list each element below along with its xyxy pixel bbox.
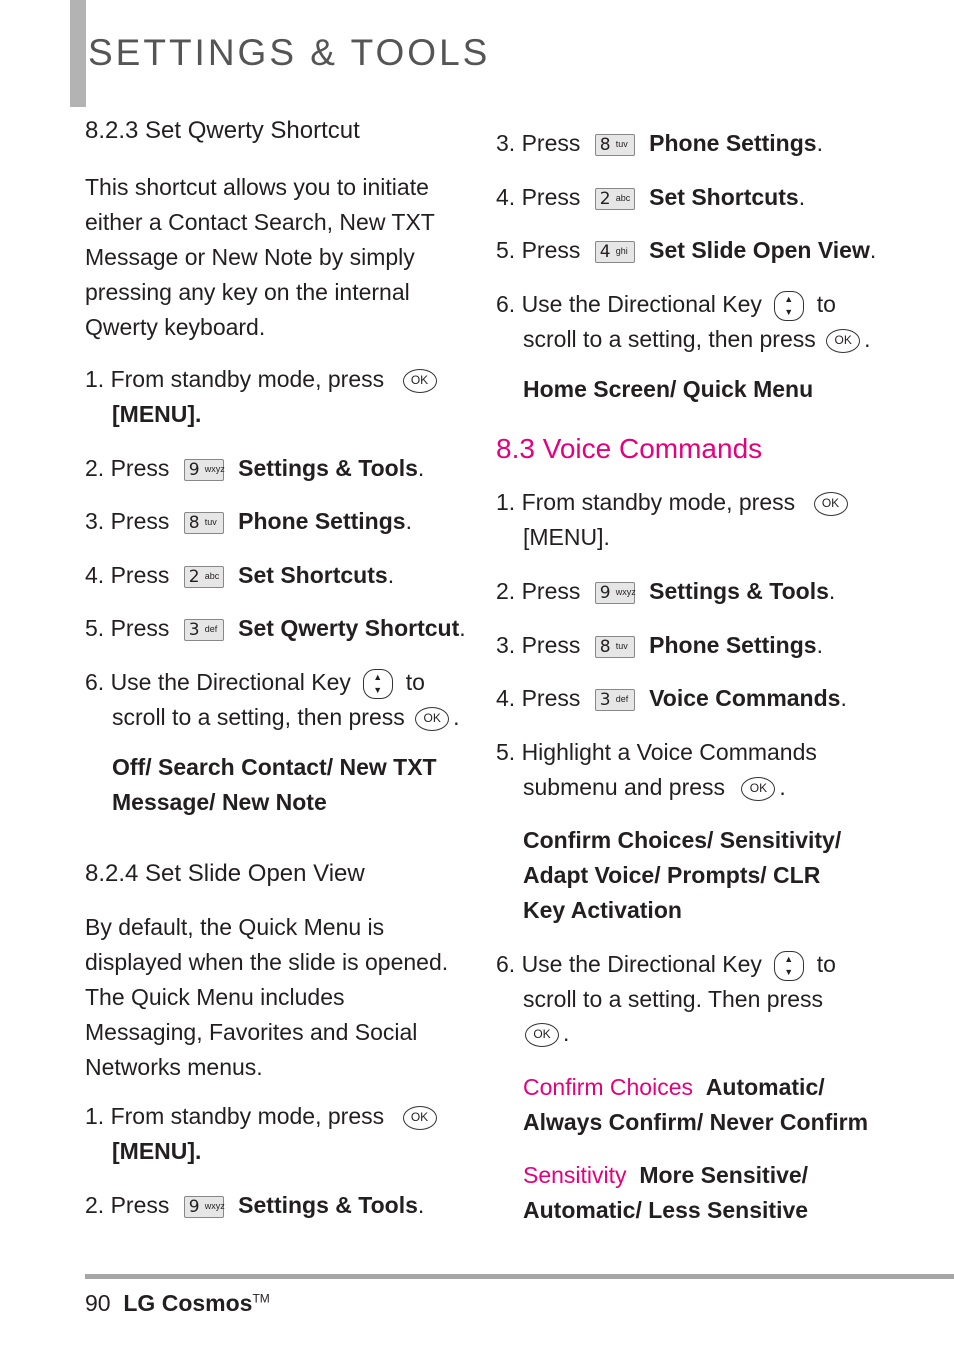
step-6 [496, 947, 836, 982]
intro-line: pressing any key on the internal [85, 279, 410, 305]
section-title-823: 8.2.3 Set Qwerty Shortcut [85, 117, 360, 144]
menu-phone-settings: Phone Settings [238, 508, 406, 534]
step-1 [85, 1099, 441, 1134]
press-text: Press [110, 508, 170, 534]
menu-set-slide-open-view: Set Slide Open View [649, 237, 870, 263]
step-5: 5. Press 4 ghi Set Slide Open View. [496, 237, 877, 263]
press-text: Press [110, 455, 170, 481]
step-number: 4. [496, 184, 516, 210]
sensitivity-label: Sensitivity [523, 1162, 627, 1188]
step-text: 1. From standby mode, press [85, 1103, 385, 1129]
menu-text: [MENU] [112, 1138, 196, 1164]
press-text: Press [110, 562, 170, 588]
options-line: Home Screen/ Quick Menu [523, 376, 814, 402]
key-3-icon: 3 def [184, 619, 224, 641]
step-text: 1. From standby mode, press [496, 489, 796, 515]
press-text: Press [521, 184, 581, 210]
submenu-line: Key Activation [523, 897, 682, 923]
menu-phone-settings: Phone Settings [649, 130, 817, 156]
footer [85, 1290, 270, 1317]
options-line: Message/ New Note [112, 789, 327, 815]
step-6-cont: scroll to a setting, then press OK . [523, 326, 871, 352]
press-text: Press [521, 237, 581, 263]
step-text: scroll to a setting, then press [112, 704, 405, 730]
step-6-cont: scroll to a setting. Then press [523, 986, 823, 1012]
step-number: 2. [85, 455, 105, 481]
intro-line: Qwerty keyboard. [85, 314, 266, 340]
intro-line: Messaging, Favorites and Social [85, 1019, 418, 1045]
press-text: Press [521, 632, 581, 658]
press-text: Press [521, 685, 581, 711]
step-5: 5. Highlight a Voice Commands [496, 739, 817, 765]
footer-divider [85, 1274, 954, 1279]
step-text: 6. Use the Directional Key [496, 291, 762, 317]
page-number: 90 [85, 1290, 111, 1316]
intro-line: The Quick Menu includes [85, 984, 345, 1010]
intro-line: By default, the Quick Menu is [85, 914, 385, 940]
to-text: to [816, 291, 836, 317]
step-4: 4. Press 2 abc Set Shortcuts. [85, 562, 395, 588]
step-text: submenu and press [523, 774, 726, 800]
step-number: 5. [85, 615, 105, 641]
sensitivity-options: More Sensitive/ [639, 1162, 809, 1188]
intro-line: Message or New Note by simply [85, 244, 415, 270]
ok-key-icon: OK [415, 707, 449, 731]
key-9-icon: 9 wxyz [184, 1196, 224, 1218]
ok-key-icon: OK [741, 777, 775, 801]
step-6-ok: OK . [523, 1016, 569, 1051]
key-4-icon: 4 ghi [595, 241, 635, 263]
submenu-line: Confirm Choices/ Sensitivity/ [523, 827, 842, 853]
menu-set-qwerty-shortcut: Set Qwerty Shortcut [238, 615, 460, 641]
step-text: 6. Use the Directional Key [85, 669, 351, 695]
step-4: 4. Press 3 def Voice Commands. [496, 685, 847, 711]
step-5: 5. Press 3 def Set Qwerty Shortcut. [85, 615, 466, 641]
key-2-icon: 2 abc [184, 566, 224, 588]
options-line: Off/ Search Contact/ New TXT [112, 754, 437, 780]
confirm-choices-label: Confirm Choices [523, 1074, 693, 1100]
intro-line: displayed when the slide is opened. [85, 949, 449, 975]
step-number: 3. [85, 508, 105, 534]
ok-key-icon: OK [814, 492, 848, 516]
menu-set-shortcuts: Set Shortcuts [649, 184, 799, 210]
step-1 [496, 485, 852, 520]
step-1 [85, 362, 441, 397]
confirm-choices-line [523, 1070, 825, 1105]
step-number: 4. [85, 562, 105, 588]
step-2: 2. Press 9 wxyz Settings & Tools. [496, 578, 836, 604]
press-text: Press [110, 615, 170, 641]
section-title-83: 8.3 Voice Commands [496, 433, 763, 464]
step-2: 2. Press 9 wxyz Settings & Tools. [85, 455, 425, 481]
key-3-icon: 3 def [595, 689, 635, 711]
header-accent-bar [70, 0, 86, 107]
menu-label: [MENU]. [112, 1138, 202, 1164]
step-text: 6. Use the Directional Key [496, 951, 762, 977]
product-name: LG Cosmos [123, 1290, 253, 1316]
menu-label: [MENU]. [523, 524, 610, 550]
ok-key-icon: OK [826, 329, 860, 353]
menu-voice-commands: Voice Commands [649, 685, 841, 711]
step-3: 3. Press 8 tuv Phone Settings. [496, 632, 823, 658]
sensitivity-line [523, 1158, 808, 1193]
step-3: 3. Press 8 tuv Phone Settings. [85, 508, 412, 534]
step-number: 3. [496, 632, 516, 658]
step-4: 4. Press 2 abc Set Shortcuts. [496, 184, 806, 210]
to-text: to [405, 669, 425, 695]
key-9-icon: 9 wxyz [184, 459, 224, 481]
step-number: 5. [496, 237, 516, 263]
sensitivity-options-cont: Automatic/ Less Sensitive [523, 1197, 809, 1223]
trademark: TM [252, 1291, 270, 1306]
step-number: 4. [496, 685, 516, 711]
step-6 [85, 665, 425, 700]
menu-settings-tools: Settings & Tools [649, 578, 829, 604]
menu-text: [MENU] [523, 524, 604, 550]
key-8-icon: 8 tuv [595, 134, 635, 156]
step-text: scroll to a setting, then press [523, 326, 816, 352]
menu-label: [MENU]. [112, 401, 202, 427]
directional-key-icon: ▲ ▼ [363, 669, 393, 699]
step-6 [496, 287, 836, 322]
step-text: 1. From standby mode, press [85, 366, 385, 392]
key-8-icon: 8 tuv [595, 636, 635, 658]
step-2: 2. Press 9 wxyz Settings & Tools. [85, 1192, 425, 1218]
confirm-choices-options: Automatic/ [705, 1074, 825, 1100]
to-text: to [816, 951, 836, 977]
press-text: Press [110, 1192, 170, 1218]
intro-line: This shortcut allows you to initiate [85, 174, 429, 200]
ok-key-icon: OK [525, 1023, 559, 1047]
intro-line: either a Contact Search, New TXT [85, 209, 435, 235]
directional-key-icon: ▲ ▼ [774, 951, 804, 981]
press-text: Press [521, 130, 581, 156]
intro-line: Networks menus. [85, 1054, 263, 1080]
menu-settings-tools: Settings & Tools [238, 455, 418, 481]
ok-key-icon: OK [403, 1106, 437, 1130]
press-text: Press [521, 578, 581, 604]
step-3: 3. Press 8 tuv Phone Settings. [496, 130, 823, 156]
step-number: 3. [496, 130, 516, 156]
submenu-line: Adapt Voice/ Prompts/ CLR [523, 862, 821, 888]
menu-phone-settings: Phone Settings [649, 632, 817, 658]
menu-settings-tools: Settings & Tools [238, 1192, 418, 1218]
menu-text: [MENU] [112, 401, 196, 427]
confirm-choices-options-cont: Always Confirm/ Never Confirm [523, 1109, 869, 1135]
step-number: 2. [496, 578, 516, 604]
key-8-icon: 8 tuv [184, 512, 224, 534]
step-5-cont: submenu and press OK . [523, 774, 786, 800]
section-title-824: 8.2.4 Set Slide Open View [85, 860, 365, 887]
menu-set-shortcuts: Set Shortcuts [238, 562, 388, 588]
step-number: 2. [85, 1192, 105, 1218]
ok-key-icon: OK [403, 369, 437, 393]
directional-key-icon: ▲ ▼ [774, 291, 804, 321]
step-6-cont: scroll to a setting, then press OK . [112, 704, 460, 730]
key-2-icon: 2 abc [595, 188, 635, 210]
key-9-icon: 9 wxyz [595, 582, 635, 604]
page-title: SETTINGS & TOOLS [88, 32, 491, 73]
